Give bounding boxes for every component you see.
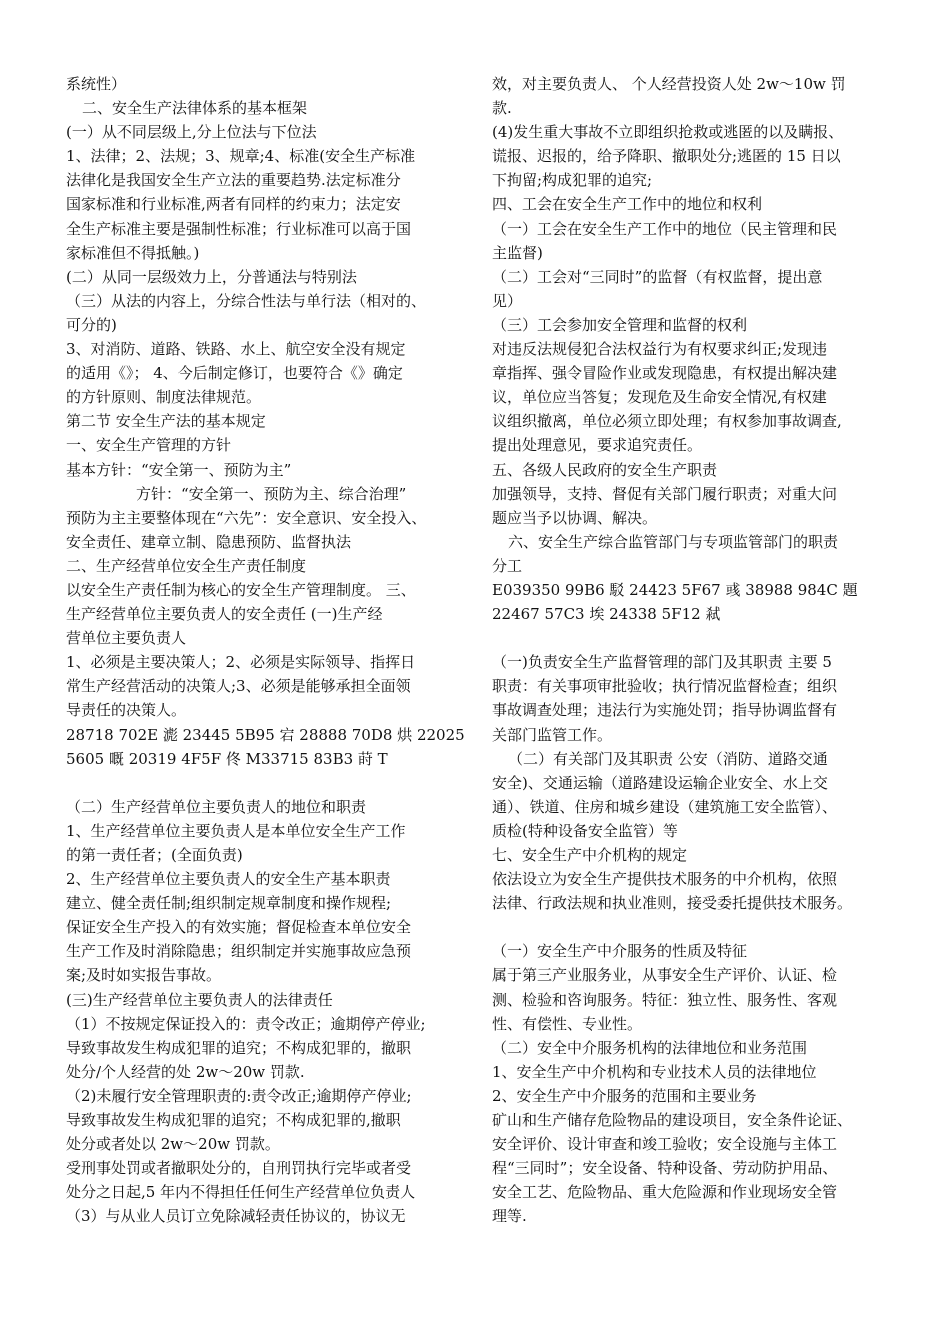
text-line: 款. [492, 99, 512, 118]
text-line: 2、安全生产中介服务的范围和主要业务 [492, 1086, 757, 1105]
text-line: 系统性） [66, 75, 127, 93]
text-line: 第二节 安全生产法的基本规定 [66, 412, 266, 431]
text-line: 生产工作及时消除隐患；组织制定并实施事故应急预 [66, 942, 412, 961]
text-line: （3）与从业人员订立免除减轻责任协议的，协议无 [66, 1207, 406, 1226]
text-line: 法律化是我国安全生产立法的重要趋势.法定标准分 [66, 171, 401, 190]
text-line: (三)生产经营单位主要负责人的法律责任 [66, 990, 333, 1009]
text-line: 法律、行政法规和执业准则，接受委托提供技术服务。 [492, 894, 853, 913]
blank-line [66, 771, 474, 795]
text-line: 预防为主主要整体现在“六先”：安全意识、安全投入、 [66, 508, 427, 527]
text-line: （2)未履行安全管理职责的:责令改正;逾期停产停业; [66, 1086, 412, 1105]
text-line: 提出处理意见，要求追究责任。 [492, 436, 703, 455]
text-line: 处分之日起,5 年内不得担任任何生产经营单位负责人 [66, 1183, 416, 1202]
text-line: （二）安全中介服务机构的法律地位和业务范围 [492, 1038, 808, 1057]
blank-line [492, 915, 894, 939]
text-line: 效，对主要负责人、 个人经营投资人处 2w～10w 罚 [492, 75, 846, 93]
text-line: （二）生产经营单位主要负责人的地位和职责 [66, 797, 367, 816]
text-line: 1、法律；2、法规；3、规章;4、标准(安全生产标准 [66, 147, 416, 166]
text-line: 生产经营单位主要负责人的安全责任 (一)生产经 [66, 605, 383, 624]
text-line: 案;及时如实报告事故。 [66, 966, 222, 985]
text-line: 依法设立为安全生产提供技术服务的中介机构，依照 [492, 870, 838, 889]
text-line: 安全评价、设计审查和竣工验收；安全设施与主体工 [492, 1135, 838, 1154]
text-line: （三）从法的内容上，分综合性法与单行法（相对的、 [66, 291, 427, 310]
text-line: 可分的) [66, 315, 117, 334]
text-line: 导致事故发生构成犯罪的追究；不构成犯罪的，撤职 [66, 1038, 412, 1057]
text-line: 下拘留;构成犯罪的追究; [492, 171, 653, 190]
text-line: 3、对消防、道路、铁路、水上、航空安全没有规定 [66, 340, 406, 359]
text-line: 程“三同时”；安全设备、特种设备、劳动防护用品、 [492, 1159, 838, 1178]
text-line: 事故调查处理；违法行为实施处罚；指导协调监督有 [492, 701, 838, 720]
text-line: 国家标准和行业标准,两者有同样的约束力；法定安 [66, 195, 401, 214]
text-line: 五、各级人民政府的安全生产职责 [492, 460, 718, 479]
text-line: 保证安全生产投入的有效实施；督促检查本单位安全 [66, 918, 412, 937]
text-line: 矿山和生产储存危险物品的建设项目，安全条件论证、 [492, 1111, 853, 1130]
text-line: 一、安全生产管理的方针 [66, 436, 232, 455]
text-line: 营单位主要负责人 [66, 629, 187, 648]
text-line: （一）安全生产中介服务的性质及特征 [492, 942, 748, 961]
text-line: 测、检验和咨询服务。特征：独立性、服务性、客观 [492, 990, 838, 1009]
right-column [492, 72, 894, 1229]
blank-line [492, 626, 894, 650]
text-line: 职责：有关事项审批验收；执行情况监督检查；组织 [492, 677, 838, 696]
text-line: 分工 [492, 556, 523, 575]
text-line: 受刑事处罚或者撤职处分的，自刑罚执行完毕或者受 [66, 1159, 412, 1178]
text-line: 导责任的决策人。 [66, 701, 187, 720]
text-line: 二、生产经营单位安全生产责任制度 [66, 556, 307, 575]
text-line: 1、生产经营单位主要负责人是本单位安全生产工作 [66, 821, 406, 840]
text-line: 导致事故发生构成犯罪的追究；不构成犯罪的,撤职 [66, 1111, 401, 1130]
text-line: 以安全生产责任制为核心的安全生产管理制度。 三、 [66, 580, 416, 599]
text-line: 5605 嘅 20319 4F5F 佟 M33715 83B3 莳 T [66, 749, 388, 768]
text-line: 议，单位应当答复；发现危及生命安全情况,有权建 [492, 388, 827, 407]
text-line: 理等. [492, 1207, 527, 1226]
text-line: 加强领导，支持、督促有关部门履行职责；对重大问 [492, 484, 838, 503]
left-column [66, 72, 474, 1229]
text-line: （1）不按规定保证投入的：责令改正；逾期停产停业; [66, 1014, 426, 1033]
text-line: E039350 99B6 駁 24423 5F67 彧 38988 984C 題 [492, 580, 858, 599]
text-line: 安全)、交通运输（道路建设运输企业安全、水上交 [492, 773, 828, 792]
text-line: 关部门监管工作。 [492, 725, 613, 744]
text-line: 六、安全生产综合监管部门与专项监管部门的职责 [508, 532, 839, 551]
text-line: 2、生产经营单位主要负责人的安全生产基本职责 [66, 870, 391, 889]
text-line: 属于第三产业服务业，从事安全生产评价、认证、检 [492, 966, 838, 985]
text-line: 家标准但不得抵触。) [66, 243, 200, 262]
text-line: 22467 57C3 埃 24338 5F12 弒 [492, 605, 721, 624]
text-line: （二）有关部门及其职责 公安（消防、道路交通 [508, 749, 828, 768]
text-line: 的适用《》； 4、今后制定修订，也要符合《》确定 [66, 364, 403, 383]
text-line: 基本方针：“安全第一、预防为主” [66, 460, 292, 479]
text-line: 二、安全生产法律体系的基本框架 [82, 99, 308, 118]
text-line: 谎报、迟报的，给予降职、撤职处分;逃匿的 15 日以 [492, 147, 841, 166]
text-line: 见） [492, 291, 523, 310]
text-line: 议组织撤离，单位必须立即处理；有权参加事故调查, [492, 412, 842, 431]
text-line: 对违反法规侵犯合法权益行为有权要求纠正;发现违 [492, 340, 828, 359]
text-line: 主监督) [492, 243, 543, 262]
text-line: (二）从同一层级效力上，分普通法与特别法 [66, 267, 357, 286]
text-line: （一)负责安全生产监督管理的部门及其职责 主要 5 [492, 653, 832, 672]
text-line: 通）、铁道、住房和城乡建设（建筑施工安全监管）、 [492, 797, 838, 816]
text-line: （三）工会参加安全管理和监督的权利 [492, 315, 748, 334]
text-line: 1、必须是主要决策人；2、必须是实际领导、指挥日 [66, 653, 416, 672]
text-line: 的方针原则、制度法律规范。 [66, 388, 262, 407]
text-line: 章指挥、强令冒险作业或发现隐患，有权提出解决建 [492, 364, 838, 383]
text-line: 性、有偿性、专业性。 [492, 1014, 643, 1033]
text-line: （二）工会对“三同时”的监督（有权监督，提出意 [492, 267, 823, 286]
text-line: 安全责任、建章立制、隐患预防、监督执法 [66, 532, 352, 551]
text-line: (一）从不同层级上,分上位法与下位法 [66, 123, 317, 142]
text-line: 质检(特种设备安全监管）等 [492, 821, 678, 840]
text-line: 常生产经营活动的决策人;3、必须是能够承担全面领 [66, 677, 411, 696]
text-line: (4)发生重大事故不立即组织抢救或逃匿的以及瞒报、 [492, 123, 844, 142]
text-line: 28718 702E 滮 23445 5B95 宕 28888 70D8 烘 22025 [66, 725, 465, 744]
text-line: 全生产标准主要是强制性标准；行业标准可以高于国 [66, 219, 412, 238]
text-line: 1、安全生产中介机构和专业技术人员的法律地位 [492, 1062, 817, 1081]
text-line: 处分/个人经营的处 2w～20w 罚款. [66, 1062, 305, 1081]
text-line: 建立、健全责任制;组织制定规章制度和操作规程; [66, 894, 392, 913]
text-line: 方针：“安全第一、预防为主、综合治理” [136, 484, 407, 503]
text-line: 四、工会在安全生产工作中的地位和权利 [492, 195, 763, 214]
text-line: 的第一责任者；(全面负责) [66, 846, 243, 864]
text-line: （一）工会在安全生产工作中的地位（民主管理和民 [492, 219, 838, 238]
text-line: 安全工艺、危险物品、重大危险源和作业现场安全管 [492, 1183, 838, 1202]
text-line: 七、安全生产中介机构的规定 [492, 846, 688, 864]
text-line: 处分或者处以 2w～20w 罚款。 [66, 1135, 280, 1154]
text-line: 题应当予以协调、解决。 [492, 508, 658, 527]
